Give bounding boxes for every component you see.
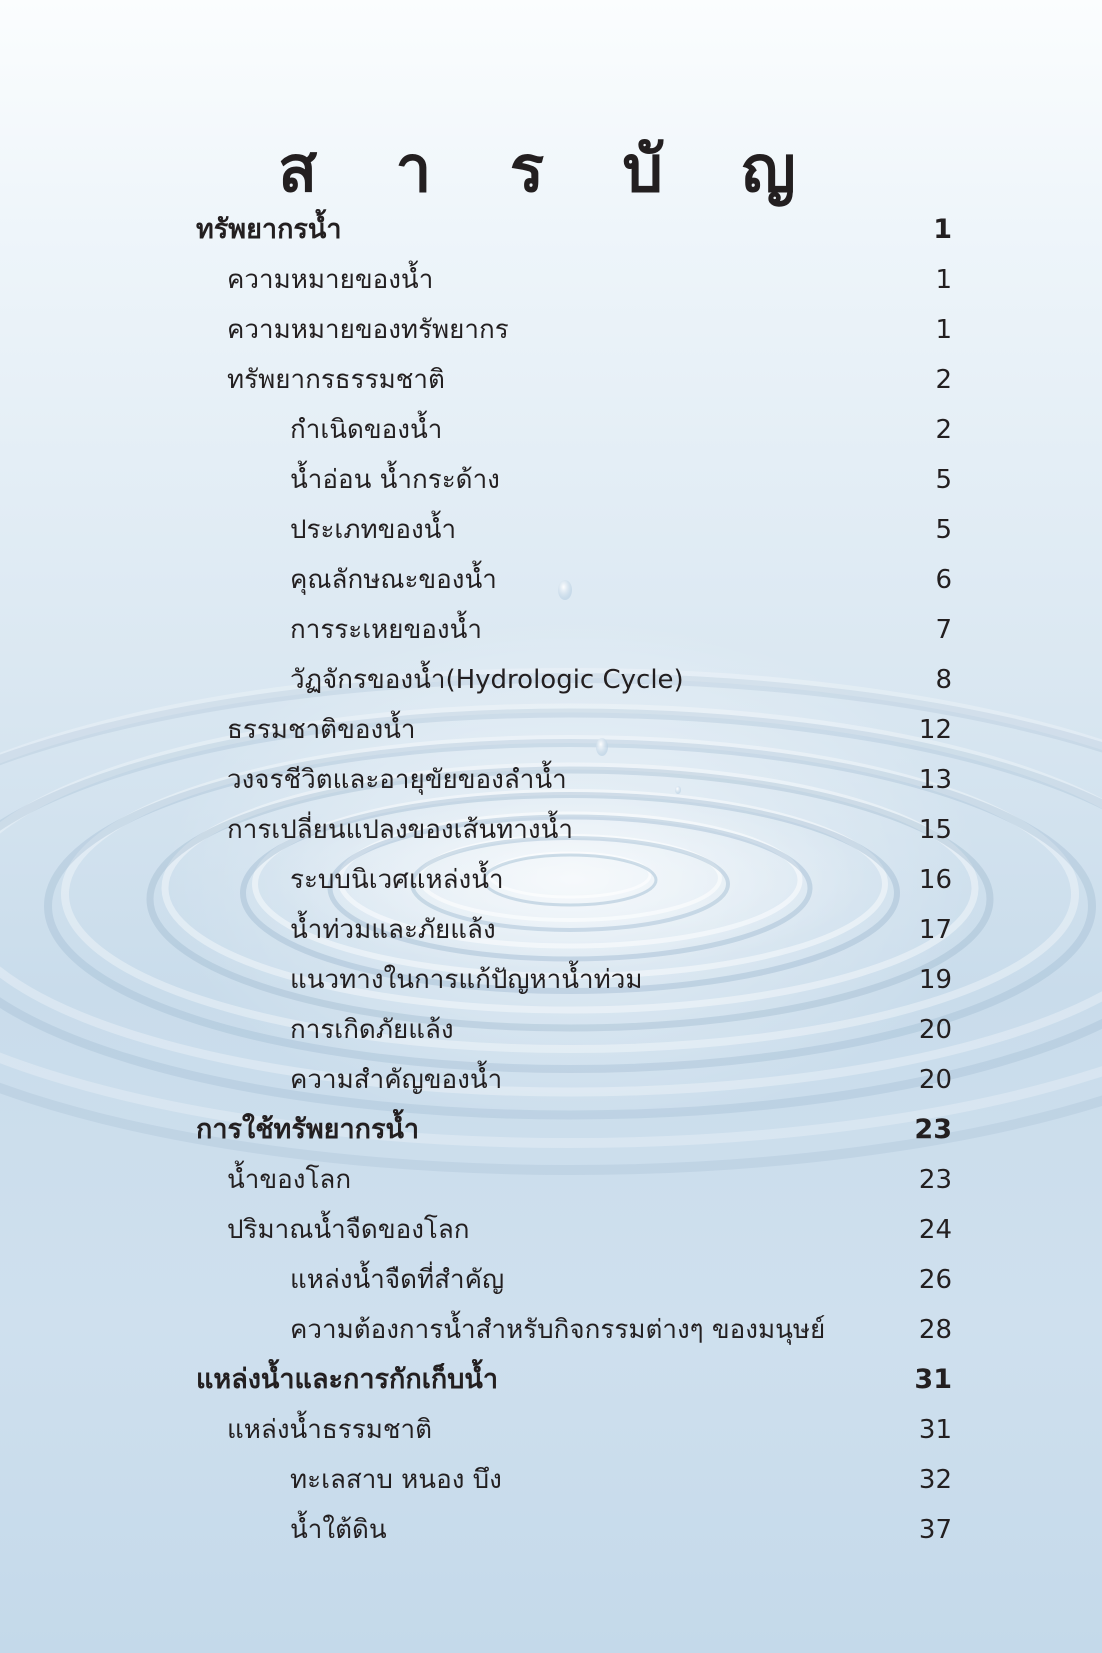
toc-page-number: 1 — [935, 265, 952, 295]
toc-page-number: 17 — [918, 915, 952, 945]
toc-entry-label: คุณลักษณะของน้ำ — [290, 565, 497, 595]
toc-entry-label: การระเหยของน้ำ — [290, 615, 482, 645]
toc-section-entry[interactable] — [0, 1405, 1102, 1455]
table-of-contents — [0, 205, 1102, 1555]
toc-section-entry[interactable] — [0, 755, 1102, 805]
toc-page-number: 13 — [918, 765, 952, 795]
toc-subsection-entry[interactable] — [0, 955, 1102, 1005]
toc-subsection-entry[interactable] — [0, 1305, 1102, 1355]
toc-subsection-entry[interactable] — [0, 605, 1102, 655]
toc-entry-label: ทรัพยากรธรรมชาติ — [227, 365, 445, 395]
toc-entry-label: แหล่งน้ำจืดที่สำคัญ — [290, 1265, 505, 1295]
toc-section-entry[interactable] — [0, 705, 1102, 755]
toc-section-entry[interactable] — [0, 805, 1102, 855]
toc-page-number: 7 — [935, 615, 952, 645]
toc-subsection-entry[interactable] — [0, 1255, 1102, 1305]
toc-entry-label: การเกิดภัยแล้ง — [290, 1015, 454, 1045]
toc-section-entry[interactable] — [0, 355, 1102, 405]
toc-subsection-entry[interactable] — [0, 1455, 1102, 1505]
toc-page-number: 31 — [918, 1415, 952, 1445]
toc-page-number: 23 — [918, 1165, 952, 1195]
page-title: ส า ร บั ญ — [278, 133, 824, 207]
toc-subsection-entry[interactable] — [0, 655, 1102, 705]
toc-page-number: 8 — [935, 665, 952, 695]
toc-page-number: 2 — [935, 365, 952, 395]
toc-subsection-entry[interactable] — [0, 1505, 1102, 1555]
toc-section-entry[interactable] — [0, 1205, 1102, 1255]
toc-page-number: 20 — [918, 1015, 952, 1045]
toc-chapter-entry[interactable] — [0, 1105, 1102, 1155]
toc-subsection-entry[interactable] — [0, 1005, 1102, 1055]
toc-entry-label: ธรรมชาติของน้ำ — [227, 715, 416, 745]
toc-page-number: 16 — [918, 865, 952, 895]
toc-page-number: 19 — [918, 965, 952, 995]
toc-section-entry[interactable] — [0, 1155, 1102, 1205]
toc-entry-label: ประเภทของน้ำ — [290, 515, 457, 545]
toc-page-number: 2 — [935, 415, 952, 445]
toc-section-entry[interactable] — [0, 305, 1102, 355]
toc-subsection-entry[interactable] — [0, 405, 1102, 455]
toc-page-number: 5 — [935, 465, 952, 495]
toc-entry-label: ความหมายของทรัพยากร — [227, 315, 509, 345]
toc-entry-label: น้ำใต้ดิน — [290, 1515, 387, 1545]
toc-subsection-entry[interactable] — [0, 1055, 1102, 1105]
toc-page-number: 12 — [918, 715, 952, 745]
toc-entry-label: แหล่งน้ำธรรมชาติ — [227, 1415, 432, 1445]
toc-entry-label: น้ำของโลก — [227, 1165, 352, 1195]
toc-section-entry[interactable] — [0, 255, 1102, 305]
toc-subsection-entry[interactable] — [0, 905, 1102, 955]
toc-entry-label: วัฏจักรของน้ำ(Hydrologic Cycle) — [290, 665, 684, 695]
toc-page-number: 1 — [935, 315, 952, 345]
toc-page-number: 28 — [918, 1315, 952, 1345]
toc-page-number: 23 — [914, 1114, 952, 1145]
toc-subsection-entry[interactable] — [0, 455, 1102, 505]
toc-entry-label: การใช้ทรัพยากรน้ำ — [196, 1114, 420, 1145]
toc-entry-label: ทรัพยากรน้ำ — [196, 214, 342, 245]
toc-page-number: 26 — [918, 1265, 952, 1295]
toc-entry-label: กำเนิดของน้ำ — [290, 415, 443, 445]
toc-entry-label: แหล่งน้ำและการกักเก็บน้ำ — [196, 1364, 499, 1395]
toc-page-number: 6 — [935, 565, 952, 595]
toc-entry-label: ความสำคัญของน้ำ — [290, 1065, 503, 1095]
toc-subsection-entry[interactable] — [0, 555, 1102, 605]
toc-entry-label: น้ำอ่อน น้ำกระด้าง — [290, 465, 500, 495]
toc-page-number: 31 — [914, 1364, 952, 1395]
toc-page-number: 24 — [918, 1215, 952, 1245]
toc-page-number: 32 — [918, 1465, 952, 1495]
toc-page-number: 5 — [935, 515, 952, 545]
toc-subsection-entry[interactable] — [0, 505, 1102, 555]
toc-entry-label: การเปลี่ยนแปลงของเส้นทางน้ำ — [227, 815, 573, 845]
toc-chapter-entry[interactable] — [0, 1355, 1102, 1405]
toc-entry-label: ปริมาณน้ำจืดของโลก — [227, 1215, 470, 1245]
toc-page-number: 15 — [918, 815, 952, 845]
toc-entry-label: ระบบนิเวศแหล่งน้ำ — [290, 865, 504, 895]
toc-subsection-entry[interactable] — [0, 855, 1102, 905]
toc-chapter-entry[interactable] — [0, 205, 1102, 255]
toc-entry-label: น้ำท่วมและภัยแล้ง — [290, 915, 496, 945]
toc-page-number: 1 — [933, 214, 952, 245]
toc-entry-label: ความหมายของน้ำ — [227, 265, 434, 295]
toc-page-number: 37 — [918, 1515, 952, 1545]
toc-entry-label: ความต้องการน้ำสำหรับกิจกรรมต่างๆ ของมนุษย์ — [290, 1315, 826, 1345]
toc-entry-label: วงจรชีวิตและอายุขัยของลำน้ำ — [227, 765, 567, 795]
toc-entry-label: แนวทางในการแก้ปัญหาน้ำท่วม — [290, 965, 643, 995]
toc-page-number: 20 — [918, 1065, 952, 1095]
toc-entry-label: ทะเลสาบ หนอง บึง — [290, 1465, 502, 1495]
